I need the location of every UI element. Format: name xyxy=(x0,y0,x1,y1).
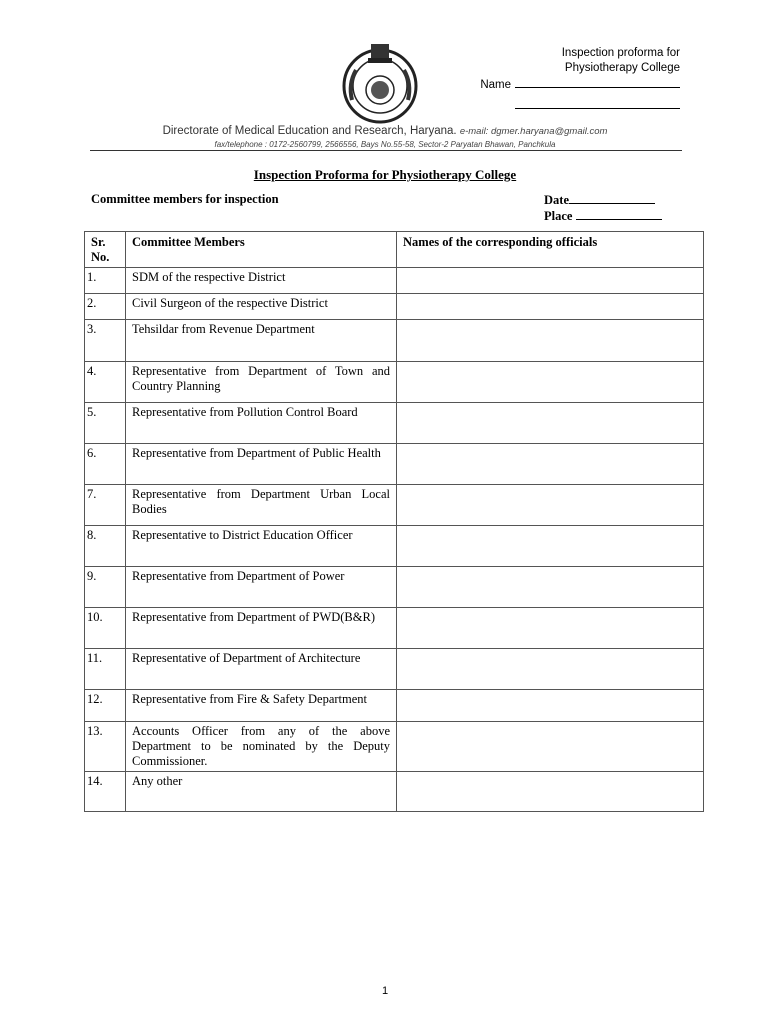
committee-label: Committee members for inspection xyxy=(91,192,279,206)
table-header-row xyxy=(85,232,704,268)
name-field[interactable] xyxy=(515,76,680,88)
proforma-heading-line2: Physiotherapy College xyxy=(564,62,680,74)
table-row xyxy=(85,362,704,403)
member-cell: Representative from Department Urban Local Bodies xyxy=(126,485,397,526)
place-label: Place xyxy=(544,209,573,223)
header-divider xyxy=(90,150,682,151)
directorate-email: e-mail: dgmer.haryana@gmail.com xyxy=(459,126,608,137)
table-row xyxy=(85,690,704,722)
table-row xyxy=(85,722,704,772)
committee-table xyxy=(84,231,704,812)
sr-cell: 6. xyxy=(85,444,126,485)
member-cell: Representative to District Education Officer xyxy=(126,526,397,567)
page-title: Inspection Proforma for Physiotherapy College xyxy=(253,167,517,182)
member-cell: SDM of the respective District xyxy=(126,268,397,294)
member-cell: Representative from Fire & Safety Department xyxy=(126,690,397,722)
name-label: Name xyxy=(480,79,511,91)
date-field[interactable] xyxy=(569,192,655,204)
sr-cell: 4. xyxy=(85,362,126,403)
proforma-heading-line1: Inspection proforma for xyxy=(561,47,680,59)
proforma-heading xyxy=(480,46,680,114)
table-row xyxy=(85,444,704,485)
table-row xyxy=(85,567,704,608)
official-cell[interactable] xyxy=(397,268,704,294)
sr-cell: 13. xyxy=(85,722,126,772)
header-officials: Names of the corresponding officials xyxy=(397,232,704,268)
member-cell: Representative from Department of Public Health xyxy=(126,444,397,485)
date-label: Date xyxy=(544,193,569,207)
official-cell[interactable] xyxy=(397,362,704,403)
name-field-line2[interactable] xyxy=(515,93,680,109)
member-cell: Accounts Officer from any of the above Department to be nominated by the Deputy Commissioner. xyxy=(126,722,397,772)
member-cell: Representative of Department of Architecture xyxy=(126,649,397,690)
member-cell: Any other xyxy=(126,772,397,812)
official-cell[interactable] xyxy=(397,722,704,772)
official-cell[interactable] xyxy=(397,772,704,812)
sr-cell: 3. xyxy=(85,320,126,362)
place-field[interactable] xyxy=(576,208,662,220)
sr-cell: 8. xyxy=(85,526,126,567)
table-row xyxy=(85,320,704,362)
header-committee-members: Committee Members xyxy=(126,232,397,268)
directorate-contact: fax/telephone : 0172-2560799, 2566556, Bays No.55-58, Sector-2 Paryatan Bhawan, Panchkula xyxy=(214,140,556,149)
header-sr-no: Sr. No. xyxy=(85,232,126,268)
official-cell[interactable] xyxy=(397,526,704,567)
official-cell[interactable] xyxy=(397,444,704,485)
date-place-block xyxy=(544,192,662,224)
directorate-name: Directorate of Medical Education and Research, Haryana. xyxy=(162,125,457,137)
haryana-emblem-icon xyxy=(338,40,422,124)
member-cell: Representative from Department of Power xyxy=(126,567,397,608)
member-cell: Civil Surgeon of the respective District xyxy=(126,294,397,320)
sr-cell: 14. xyxy=(85,772,126,812)
member-cell: Representative from Department of Town and Country Planning xyxy=(126,362,397,403)
sr-cell: 11. xyxy=(85,649,126,690)
table-row xyxy=(85,268,704,294)
table-row xyxy=(85,772,704,812)
member-cell: Representative from Pollution Control Board xyxy=(126,403,397,444)
sr-cell: 7. xyxy=(85,485,126,526)
table-row xyxy=(85,403,704,444)
table-row xyxy=(85,294,704,320)
member-cell: Representative from Department of PWD(B&R) xyxy=(126,608,397,649)
sr-cell: 1. xyxy=(85,268,126,294)
official-cell[interactable] xyxy=(397,608,704,649)
sr-cell: 10. xyxy=(85,608,126,649)
official-cell[interactable] xyxy=(397,649,704,690)
official-cell[interactable] xyxy=(397,320,704,362)
sr-cell: 5. xyxy=(85,403,126,444)
table-row xyxy=(85,526,704,567)
table-row xyxy=(85,649,704,690)
sr-cell: 12. xyxy=(85,690,126,722)
page-number: 1 xyxy=(381,985,389,997)
directorate-line xyxy=(0,125,770,137)
official-cell[interactable] xyxy=(397,294,704,320)
official-cell[interactable] xyxy=(397,485,704,526)
sr-cell: 2. xyxy=(85,294,126,320)
member-cell: Tehsildar from Revenue Department xyxy=(126,320,397,362)
official-cell[interactable] xyxy=(397,690,704,722)
table-row xyxy=(85,608,704,649)
official-cell[interactable] xyxy=(397,567,704,608)
official-cell[interactable] xyxy=(397,403,704,444)
table-row xyxy=(85,485,704,526)
sr-cell: 9. xyxy=(85,567,126,608)
